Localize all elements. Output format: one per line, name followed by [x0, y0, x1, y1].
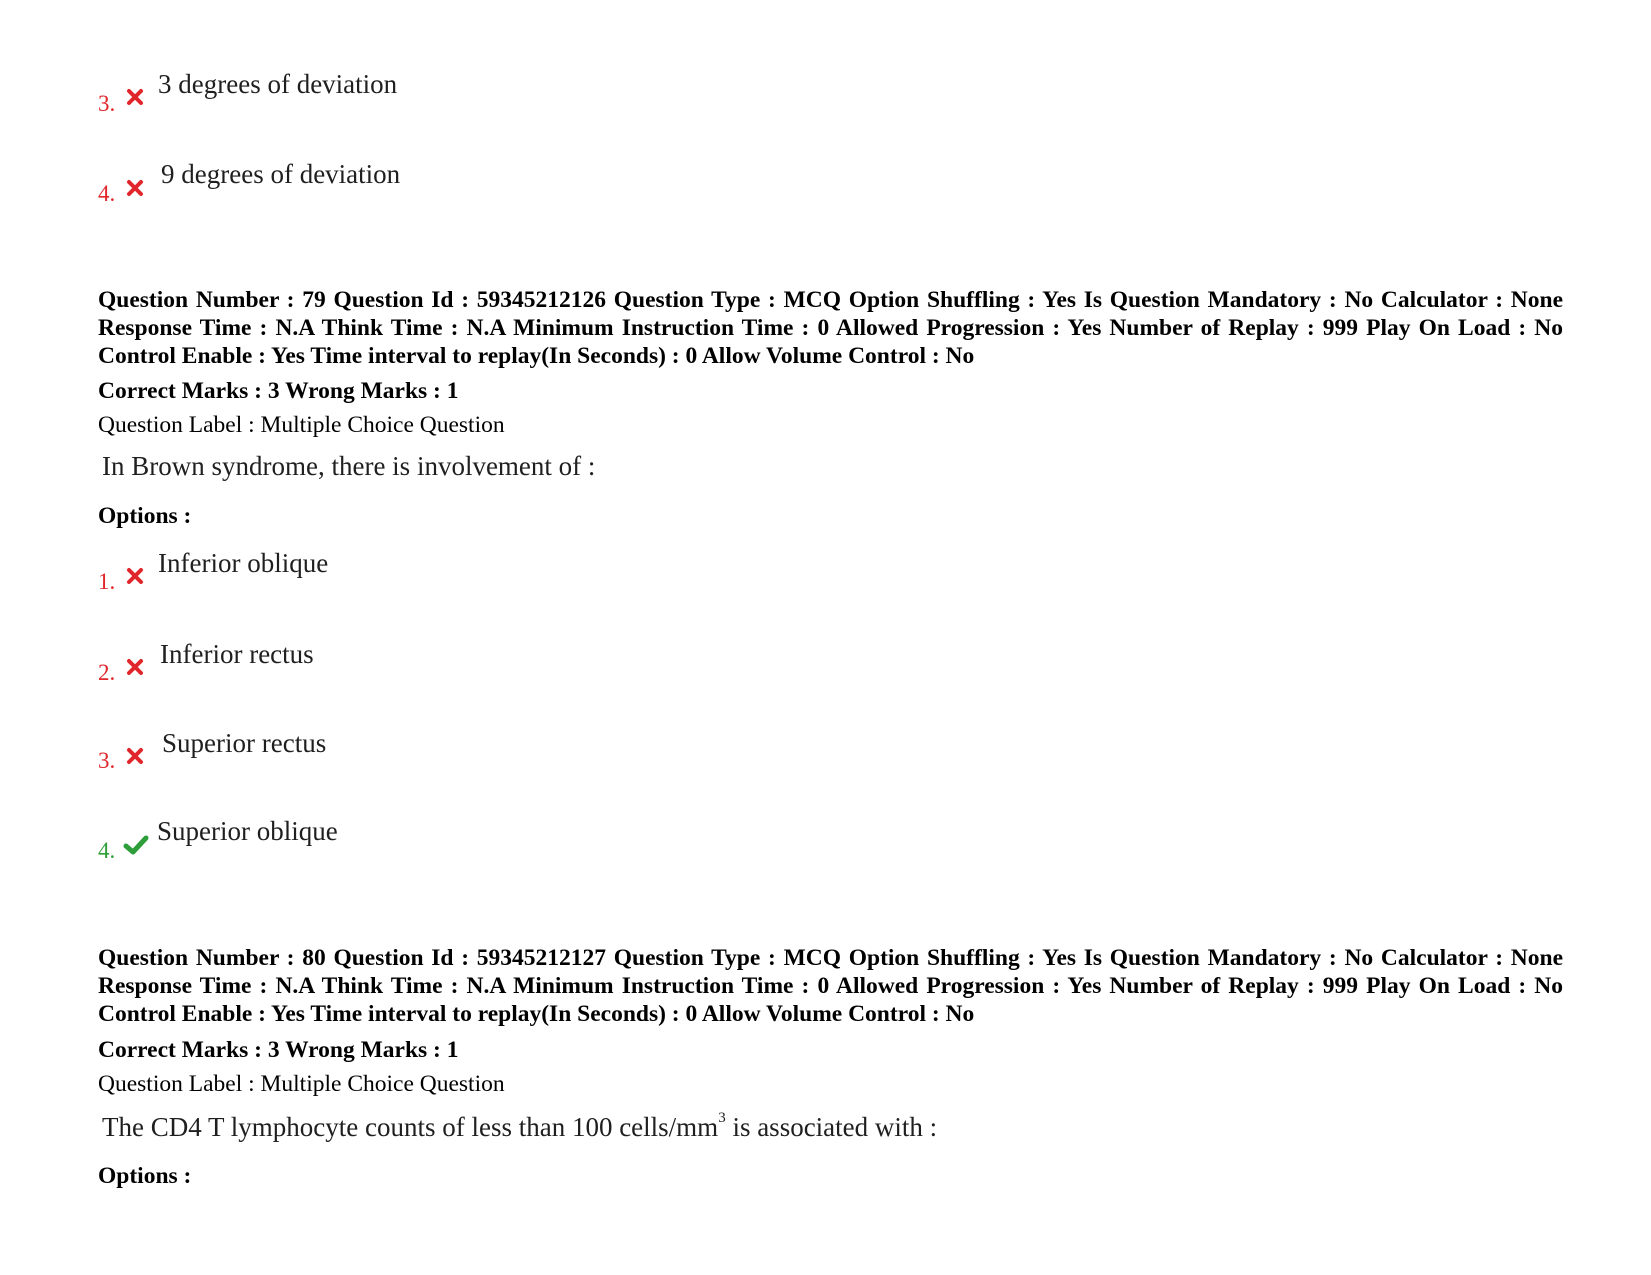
options-heading: Options : [98, 503, 192, 529]
cross-icon [124, 86, 146, 108]
option-number: 3. [98, 748, 116, 773]
options-heading: Options : [98, 1163, 192, 1189]
option-number: 4. [98, 181, 116, 206]
question-label: Question Label : Multiple Choice Question [98, 412, 505, 438]
checkmark-icon [123, 834, 149, 856]
cross-icon [124, 745, 146, 767]
question-marks: Correct Marks : 3 Wrong Marks : 1 [98, 1037, 459, 1063]
superscript: 3 [718, 1110, 726, 1126]
option-number: 3. [98, 91, 116, 116]
option-number: 1. [98, 569, 116, 594]
cross-icon [124, 656, 146, 678]
option-text: Superior rectus [162, 728, 327, 758]
question-text [102, 1110, 938, 1142]
option-text: 3 degrees of deviation [158, 69, 398, 99]
cross-icon [124, 565, 146, 587]
question-label: Question Label : Multiple Choice Question [98, 1071, 505, 1097]
question-meta: Question Number : 79 Question Id : 59345212126 Question Type : MCQ Option Shuffling : Yes Is Question Mandatory : No Calculator : None Response Time : N.A Think Time : N.A Minimum Instruction Time : 0 Allowed Progression : Yes Number of Replay : 999 Play On Load : No Control Enable : Yes Time interval to replay(In Seconds) : 0 Allow Volume Control : No [98, 287, 1563, 369]
option-number: 4. [98, 838, 116, 863]
question-meta: Question Number : 80 Question Id : 59345212127 Question Type : MCQ Option Shuffling : Yes Is Question Mandatory : No Calculator : None Response Time : N.A Think Time : N.A Minimum Instruction Time : 0 Allowed Progression : Yes Number of Replay : 999 Play On Load : No Control Enable : Yes Time interval to replay(In Seconds) : 0 Allow Volume Control : No [98, 945, 1563, 1027]
question-text: In Brown syndrome, there is involvement of : [102, 451, 596, 481]
option-text: Inferior oblique [158, 548, 329, 578]
option-text: Inferior rectus [160, 639, 314, 669]
option-text: Superior oblique [157, 816, 338, 846]
question-text-end: is associated with : [725, 1112, 938, 1142]
option-number: 2. [98, 660, 116, 685]
question-marks: Correct Marks : 3 Wrong Marks : 1 [98, 378, 459, 404]
question-text-main: The CD4 T lymphocyte counts of less than 100 cells/mm [102, 1112, 719, 1142]
option-text: 9 degrees of deviation [161, 159, 401, 189]
cross-icon [124, 177, 146, 199]
